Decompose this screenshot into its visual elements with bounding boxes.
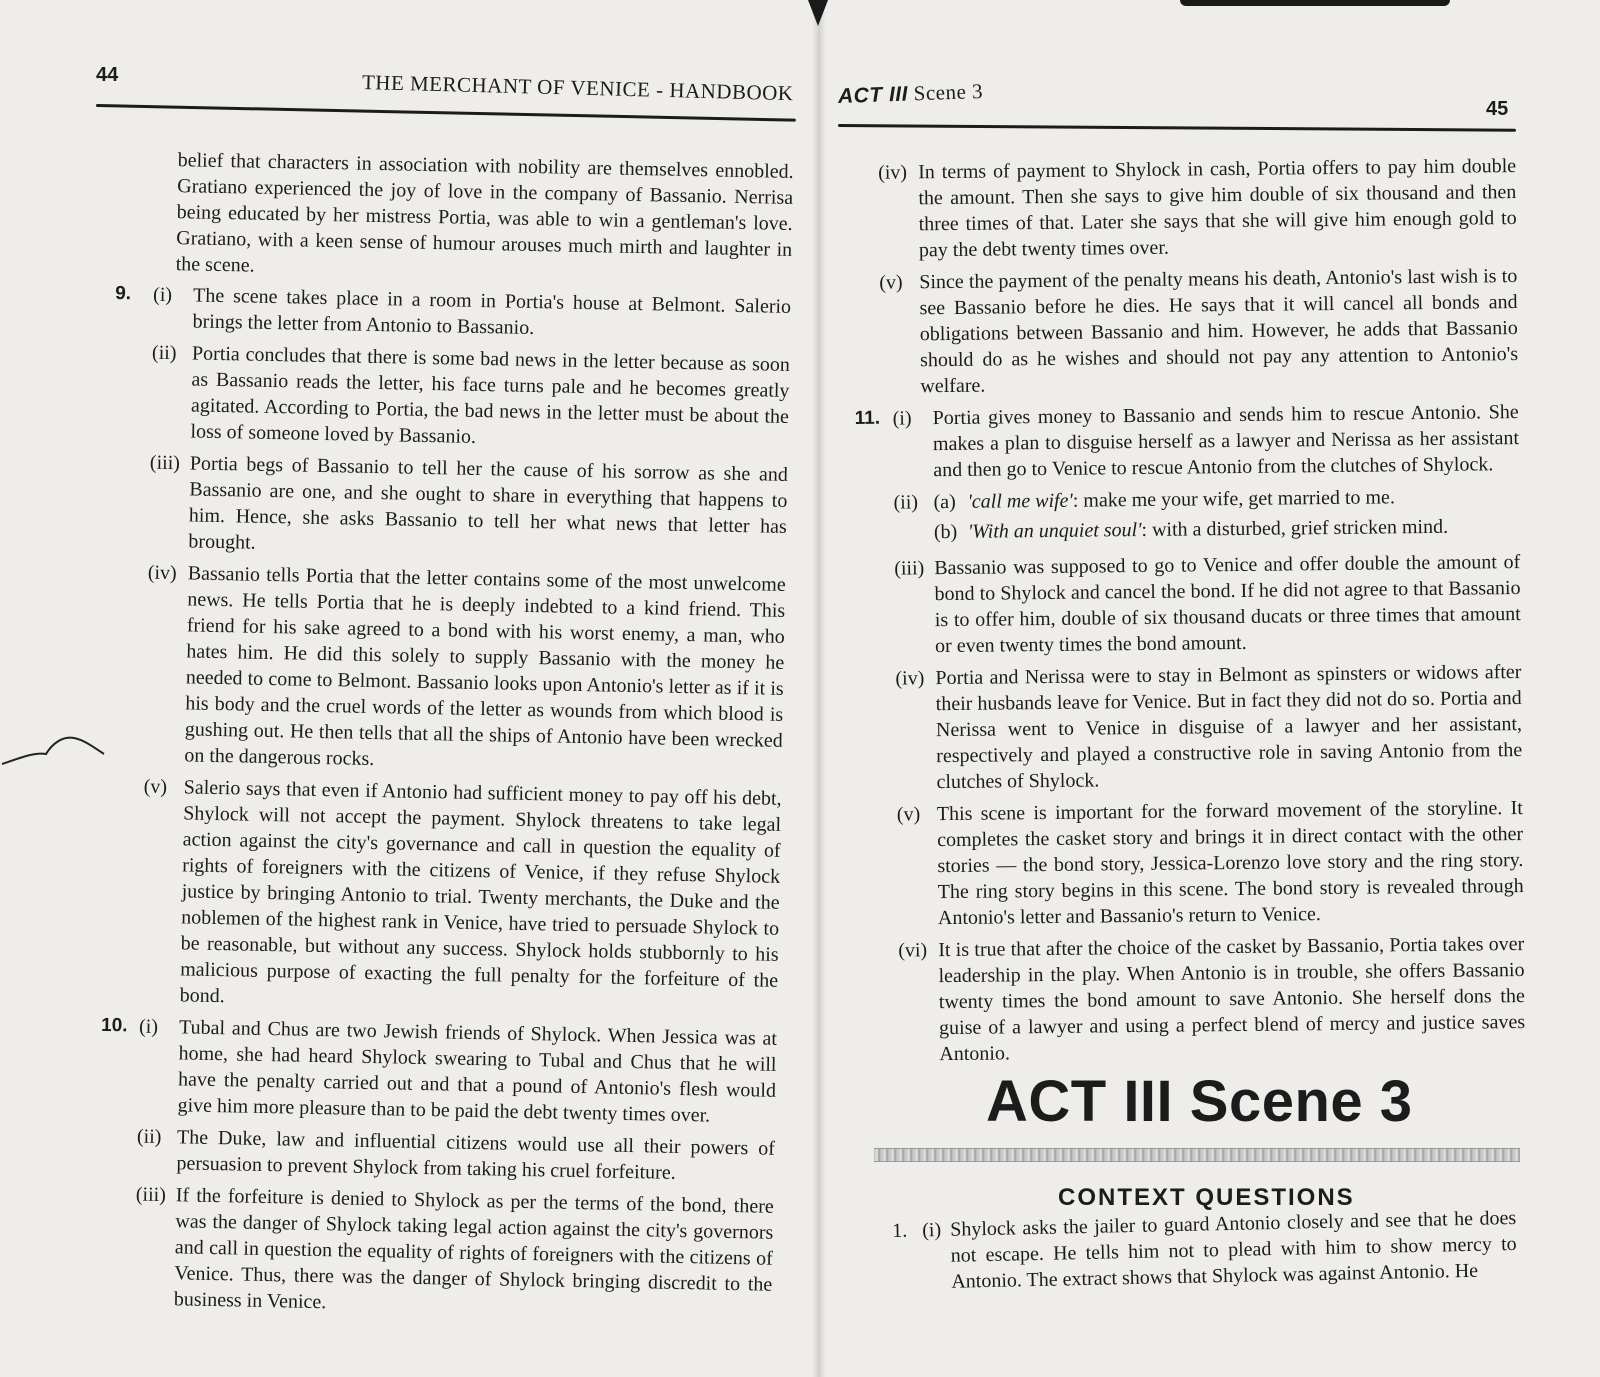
answer-10-continued	[852, 153, 1518, 400]
list-item	[878, 153, 1517, 264]
meaning-item	[933, 483, 1519, 515]
margin-scribble	[0, 730, 110, 790]
list-item	[144, 560, 786, 780]
section-title: ACT III Scene 3	[986, 1069, 1413, 1134]
question-number: 9.	[114, 282, 132, 305]
left-page-body	[96, 146, 794, 1330]
item-text: Portia gives money to Bassanio and sends him to rescue Antonio. She makes a plan to disguise herself as a lawyer and Nerissa as her assistant and then go to Venice to rescue Antonio from the clutches of Shylock.	[932, 401, 1520, 482]
page-number: 45	[1486, 98, 1509, 120]
item-text: Since the payment of the penalty means his death, Antonio's last wish is to see Bassanio before he dies. He says that it will cancel all bonds and obligations between Bassanio and him. However, he adds that Bassanio should do as he wishes and should not pay any attention to Antonio's welfare.	[919, 265, 1519, 398]
running-head: THE MERCHANT OF VENICE - HANDBOOK	[361, 70, 794, 106]
item-text: The Duke, law and influential citizens would use all their powers of persuasion to prevent Shylock from taking his cruel forfeiture.	[176, 1126, 776, 1184]
list-item	[152, 282, 791, 346]
item-label: (vi)	[898, 939, 928, 962]
page-number: 44	[96, 64, 119, 86]
list-item	[895, 659, 1522, 796]
meaning-label: (a)	[933, 490, 956, 514]
item-label: (i)	[892, 407, 912, 430]
item-text: In terms of payment to Shylock in cash, Portia offers to pay him double the amount. Then she says to give him double of six thousand and then three times of that. Later she says that she will give him enough gold to pay the debt twenty times over.	[918, 155, 1517, 262]
meaning-term: 'call me wife'	[967, 489, 1073, 513]
item-label: (ii)	[151, 341, 177, 365]
item-label: (v)	[143, 775, 168, 799]
running-head-scene: Scene 3	[913, 78, 984, 106]
item-text: Bassanio was supposed to go to Venice and offer double the amount of bond to Shylock and cancel the bond. If he did not agree to that Bassanio is to offer him, double of six thousand ducats or three times that amount or even twenty times the bond amount.	[934, 551, 1521, 658]
list-item	[150, 340, 790, 456]
context-question-1	[892, 1205, 1518, 1302]
list-item	[894, 549, 1521, 660]
book-spine-shadow	[812, 0, 826, 1377]
item-label: (iv)	[147, 561, 177, 585]
list-item	[898, 931, 1525, 1068]
item-label: (ii)	[136, 1125, 162, 1149]
item-label: (iv)	[878, 161, 908, 184]
answer-9	[101, 281, 791, 1026]
context-questions-heading: CONTEXT QUESTIONS	[1058, 1184, 1355, 1211]
item-label: (iii)	[149, 451, 181, 475]
list-item	[136, 1124, 775, 1188]
meaning-term: 'With an unquiet soul'	[967, 518, 1142, 543]
meaning-label: (b)	[933, 520, 958, 544]
item-label: (v)	[896, 803, 921, 826]
item-label: (i)	[138, 1015, 159, 1038]
running-head	[838, 79, 984, 109]
header-rule	[838, 124, 1516, 132]
item-label: (iii)	[894, 557, 925, 580]
item-label: (i)	[152, 283, 173, 307]
list-item	[148, 450, 788, 566]
list-item	[893, 399, 1520, 484]
question-number: 1.	[892, 1219, 908, 1242]
answer-9-items	[139, 282, 791, 1026]
running-head-act: ACT III	[837, 82, 909, 108]
meaning-list	[933, 483, 1520, 549]
right-page-body	[852, 153, 1526, 1074]
item-text: Portia begs of Bassanio to tell her the cause of his sorrow as she and Bassanio are one, and she ought to share in everything that happens to him. Hence, she asks Bassanio to tell her what news that letter has brought.	[188, 452, 789, 554]
item-text: The scene takes place in a room in Portia's house at Belmont. Salerio brings the letter from Antonio to Bassanio.	[192, 284, 792, 340]
list-item	[134, 1182, 774, 1324]
item-label: (v)	[879, 271, 903, 294]
answer-11-items	[893, 399, 1526, 1074]
list-item	[893, 483, 1520, 550]
item-text: This scene is important for the forward movement of the storyline. It completes the casket story and brings it in direct contact with the other stories — the bond story, Jessica-Lorenzo love story and the ring story. The ring story begins in this scene. The bond story is revealed through Antonio's letter and Bassanio's return to Venice.	[936, 797, 1524, 930]
list-item	[137, 1014, 777, 1130]
item-label: (iii)	[135, 1183, 167, 1207]
question-number: 10.	[100, 1014, 128, 1037]
item-text: Portia and Nerissa were to stay in Belmont as spinsters or widows after their husbands leave for Venice. But in fact they did not do so. Portia and Nerissa went to Venice in disguise of a lawyer and her assistant, respectively and played a constructive role in saving Antonio from the clutches of Shylock.	[935, 661, 1523, 794]
meaning-definition: : with a disturbed, grief stricken mind.	[1141, 515, 1449, 541]
list-item	[897, 795, 1524, 932]
item-text: If the forfeiture is denied to Shylock as per the terms of the bond, there was the danger of Shylock taking legal action against the city's governors and call in question the equality of rights of foreigners with the citizens of Venice. Thus, there was the danger of Shylock bringing discredit to the business in Venice.	[173, 1184, 774, 1314]
item-text: It is true that after the choice of the casket by Bassanio, Portia takes over leadership in the play. When Antonio is in trouble, she offers Bassanio twenty times the bond amount to save Antonio. She herself dons the guise of a lawyer and using a perfect blend of mercy and justice saves Antonio.	[938, 933, 1526, 1066]
question-number: 11.	[854, 407, 881, 429]
item-text: Shylock asks the jailer to guard Antonio closely and see that he does not escape. He tells him not to plead with him to show mercy to Antonio. The extract shows that Shylock was against Antonio. He	[950, 1206, 1517, 1293]
answer-10	[96, 1013, 778, 1330]
answer-11	[855, 399, 1526, 1074]
header-rule	[96, 104, 796, 122]
item-text: Portia concludes that there is some bad news in the letter because as soon as Bassanio reads the letter, his face turns pale and he becomes greatly agitated. According to Portia, the bad news in the letter must be about the loss of someone loved by Bassanio.	[190, 342, 791, 448]
list-item	[879, 263, 1518, 400]
answer-10-items	[134, 1014, 778, 1330]
list-item	[892, 1205, 1517, 1296]
item-text: Tubal and Chus are two Jewish friends of Shylock. When Jessica was at home, she had heard Shylock swearing to Tubal and Chus that he will have the penalty carried out and that a pound of Antonio's flesh would give him more pleasure than to be paid the debt twenty times over.	[177, 1016, 778, 1127]
meaning-definition: : make me your wife, get married to me.	[1072, 486, 1395, 512]
item-text: Salerio says that even if Antonio had sufficient money to pay off his debt, Shylock will not accept the payment. Shylock threatens to take legal action against the city's governance and call in question the equality of rights of foreigners with the citizens of Venice, if they refuse Shylock justice by bringing Antonio to trial. Twenty merchants, the Duke and the noblemen of the highest rank in Venice, have tried to persuade Shylock to be reasonable, but without any success. Shylock holds stubbornly to his malicious purpose of exacting the full penalty for the forfeiture of the bond.	[179, 776, 782, 1008]
continuation-paragraph: belief that characters in association with nobility are themselves ennobled. Gratiano experienced the joy of love in the company of Bassanio. Nerrisa being educated by her mistress Portia, was able to win a gentleman's love. Gratiano, with a keen sense of humour arouses much mirth and laughter in the scene.	[175, 149, 794, 277]
item-label: (iv)	[895, 667, 925, 690]
decorative-divider	[874, 1148, 1520, 1162]
item-label: (i)	[922, 1218, 942, 1242]
right-page	[826, 0, 1600, 1377]
item-label: (ii)	[893, 491, 919, 514]
list-item	[139, 774, 781, 1020]
meaning-item	[934, 513, 1520, 545]
item-text: Bassanio tells Portia that the letter contains some of the most unwelcome news. He tells Portia that he is deeply indebted to a kind friend. This friend for his sake agreed to a bond with his worst enemy, a man, who hates him. He did this solely to supply Bassanio with the money he needed to come to Belmont. Bassanio looks upon Antonio's letter as if it is his body and the cruel words of the letter as wounds from which blood is gushing out. He then tells that all the ships of Antonio have been wrecked on the dangerous rocks.	[184, 562, 786, 771]
